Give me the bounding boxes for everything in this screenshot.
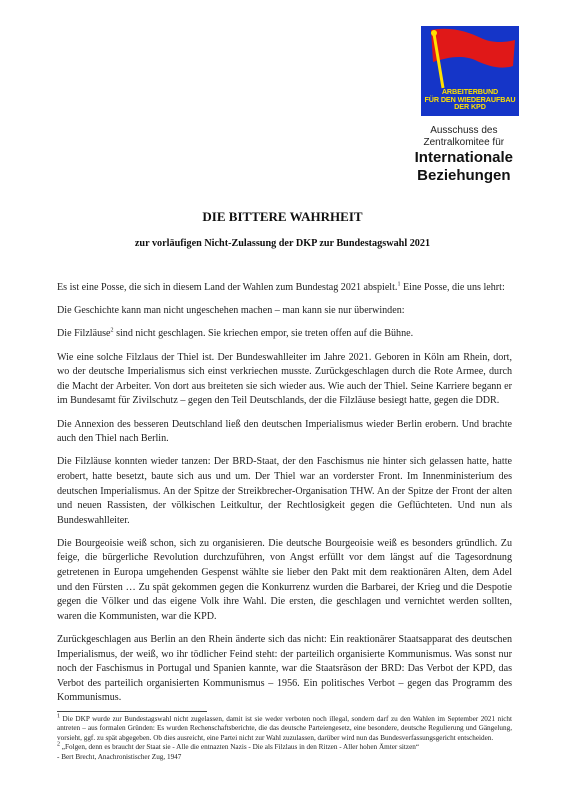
org-line-1: Ausschuss des xyxy=(430,125,498,136)
footnote-attribution xyxy=(57,753,512,762)
logo-line: ARBEITERBUND xyxy=(441,87,499,97)
footnote-text: - Bert Brecht, Anachronistischer Zug, 1947 xyxy=(57,752,182,761)
paragraph xyxy=(57,327,512,342)
party-logo xyxy=(421,26,519,116)
footnote xyxy=(57,715,512,743)
paragraph xyxy=(57,537,512,625)
footnote-text: „Folgen, denn es braucht der Staat sie - Alle die entnazten Nazis - Die als Filzlaus in den Ritzen - Aller hohen Ämter sitzen“ xyxy=(60,743,420,752)
footnote-ref[interactable]: 2 xyxy=(110,328,114,335)
footnote-text: Die DKP wurde zur Bundestagswahl nicht zugelassen, damit ist sie weder verboten noch illegal, sondern darf zu den Wahlen im September 2021 nicht antreten – aus formalen Gründen: Es wurden Rechenschaftsberichte, die das deutsche Parteiengesetz, eine besondere, deutsche Regulierung und Gängelung, vorsieht, ggf. zu spät abgegeben. Ob dies ausreicht, eine Partei nicht zur Wahl zuzulassen, darüber wird nun das Bundesverfassungsgericht entscheiden. xyxy=(57,715,512,742)
document-body xyxy=(57,281,512,715)
paragraph-text: Die Bourgeoisie weiß schon, sich zu organisieren. Die deutsche Bourgeoisie weiß es besonders gründlich. Zu feige, die bürgerliche Revolution durchzuführen, von Angst erfüllt vor dem längst auf die Tagesordnung getretenen in Europa umgehenden Gespenst wählte sie lieber den Pakt mit dem reaktionären Alten, dem Adel und den Fürsten … Zu spät gekommen gegen die Konkurrenz wurden die Barbarei, der Krieg und die Despotie gegen die Völker und das eigene Volk ihre Wahl. Die ersten, die geschlagen und vernichtet werden sollten, waren die Kommunisten, war die KPD. xyxy=(57,537,512,622)
paragraph xyxy=(57,418,512,447)
footnote-divider xyxy=(57,711,207,712)
paragraph xyxy=(57,351,512,409)
org-line-3: Internationale xyxy=(414,149,513,166)
logo-line: FÜR DEN WIEDERAUFBAU xyxy=(424,94,516,104)
footnote xyxy=(57,743,512,752)
organization-header xyxy=(415,125,513,185)
logo-wordmark xyxy=(421,88,519,111)
paragraph-text: Die Filzläuse xyxy=(57,328,111,340)
paragraph-text: Die Filzläuse konnten wieder tanzen: Der BRD-Staat, der den Faschismus nie hinter sich gelassen hatte, hatte erobert, hatte besetzt, baute sich aus und um. Der Thiel war an vorderster Front. Im Innenministerium des deutschen Imperialismus. An der Spitze der Streikbrecher-Organisation THW. An der Spitze der Front der alten und neuen Rassisten, der völkischen Leitkultur, der Rechtlosigkeit gegen die Geflüchteten. Und nun als Bundeswahlleiter. xyxy=(57,456,512,526)
document-title: DIE BITTERE WAHRHEIT xyxy=(202,209,363,224)
org-line-2: Zentralkomitee für xyxy=(423,137,505,148)
paragraph xyxy=(57,304,512,319)
footnote-number: 2 xyxy=(57,741,60,748)
paragraph-text: sind nicht geschlagen. Sie kriechen empor, sie treten offen auf die Bühne. xyxy=(113,328,414,340)
footnote-ref[interactable]: 1 xyxy=(397,281,401,288)
paragraph-text: Zurückgeschlagen aus Berlin an den Rhein änderte sich das nicht: Ein reaktionärer Staatsapparat des deutschen Imperialismus, der weiß, wo ihr tödlicher Feind steht: der parteilich organisierte Kommunismus. Was sonst nur noch der Faschismus in Portugal und Spanien kannte, war die Staatsräson der BRD: Das Verbot der KPD, das Verbot des parteilich organisierten Kommunismus – 1956. Ein politisches Verbot – gegen das Programm des Kommunismus. xyxy=(57,634,512,704)
paragraph-text: Eine Posse, die uns lehrt: xyxy=(400,282,505,293)
paragraph-text: Die Geschichte kann man nicht ungeschehen machen – man kann sie nur überwinden: xyxy=(57,305,405,317)
footnotes xyxy=(57,715,512,762)
logo-line: DER KPD xyxy=(454,102,486,112)
document-subtitle: zur vorläufigen Nicht-Zulassung der DKP zur Bundestagswahl 2021 xyxy=(134,238,431,249)
paragraph-text: Die Annexion des besseren Deutschland ließ den deutschen Imperialismus wieder Berlin erobern. Und brachte auch den Thiel nach Berlin. xyxy=(57,418,512,445)
paragraph-text: Wie eine solche Filzlaus der Thiel ist. Der Bundeswahlleiter im Jahre 2021. Geboren in Köln am Rhein, dort, wo der deutsche Imperialismus sich einst verkriechen musste. Zurückgeschlagen durch die Rote Armee, durch die Macht der Arbeiter. Von dort aus breiteten sie sich wieder aus. Wie auch der Thiel. Seine Karriere begann er im Bundesamt für Zivilschutz – gegen den Teil Deutschlands, der die Filzläuse besiegt hatte, gegen die DDR. xyxy=(57,351,512,407)
paragraph-text: Es ist eine Posse, die sich in diesem Land der Wahlen zum Bundestag 2021 abspielt. xyxy=(57,282,398,293)
paragraph xyxy=(57,633,512,706)
paragraph xyxy=(57,281,512,296)
footnote-number: 1 xyxy=(57,713,60,720)
org-line-4: Beziehungen xyxy=(417,167,511,184)
paragraph xyxy=(57,455,512,528)
